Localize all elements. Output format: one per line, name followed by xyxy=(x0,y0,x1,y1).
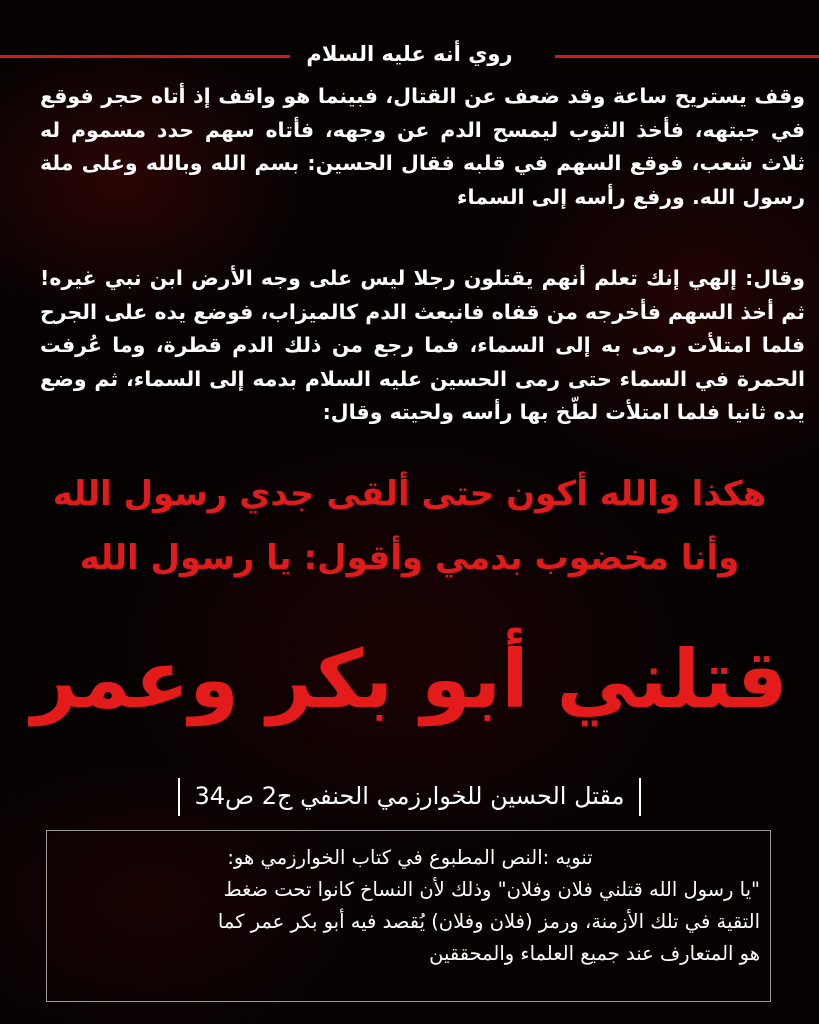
note-line-2: "يا رسول الله قتلني فلان وفلان" وذلك لأن النساخ كانوا تحت ضغط xyxy=(223,878,760,901)
source-citation xyxy=(0,778,819,816)
note-text xyxy=(60,842,760,970)
narration-paragraph-1: وقف يستريح ساعة وقد ضعف عن القتال، فبينما هو واقف إذ أتاه حجر فوقع في جبتهه، فأخذ الثوب ليمسح الدم عن وجهه، فأتاه سهم حدد مسموم له ثلاث شعب، فوقع السهم في قلبه فقال الحسين: بسم الله وبالله وعلى ملة رسول الله. ورفع رأسه إلى السماء xyxy=(40,84,805,209)
narration-paragraph-2: وقال: إلهي إنك تعلم أنهم يقتلون رجلا ليس على وجه الأرض ابن نبي غيره! ثم أخذ السهم فأخرجه من قفاه فانبعث الدم كالميزاب، فوضع يده على الجرح فلما امتلأت رمى به إلى السماء، فما رجع من ذلك الدم قطرة، وما عُرفت الحمرة في السماء حتى رمى الحسين عليه السلام بدمه إلى السماء، ثم وضع يده ثانيا فلما امتلأت لطّخ بها رأسه ولحيته وقال: xyxy=(40,266,805,424)
citation-bar-left xyxy=(178,778,180,816)
note-line-3: التقية في تلك الأزمنة، ورمز (فلان وفلان) يُقصد فيه أبو بكر عمر كما xyxy=(217,910,760,933)
note-line-1: تنويه :النص المطبوع في كتاب الخوارزمي هو: xyxy=(227,846,593,869)
citation-bar-right xyxy=(639,778,641,816)
big-red-quote: قتلني أبو بكر وعمر xyxy=(31,633,788,726)
red-quote-line-2: وأنا مخضوب بدمي وأقول: يا رسول الله xyxy=(79,538,740,578)
source-text: مقتل الحسين للخوارزمي الحنفي ج2 ص34 xyxy=(194,782,625,810)
red-quote-line-1: هكذا والله أكون حتى ألقى جدي رسول الله xyxy=(52,474,767,514)
heading: روي أنه عليه السلام xyxy=(306,42,513,66)
note-line-4: هو المتعارف عند جميع العلماء والمحققين xyxy=(429,942,760,965)
